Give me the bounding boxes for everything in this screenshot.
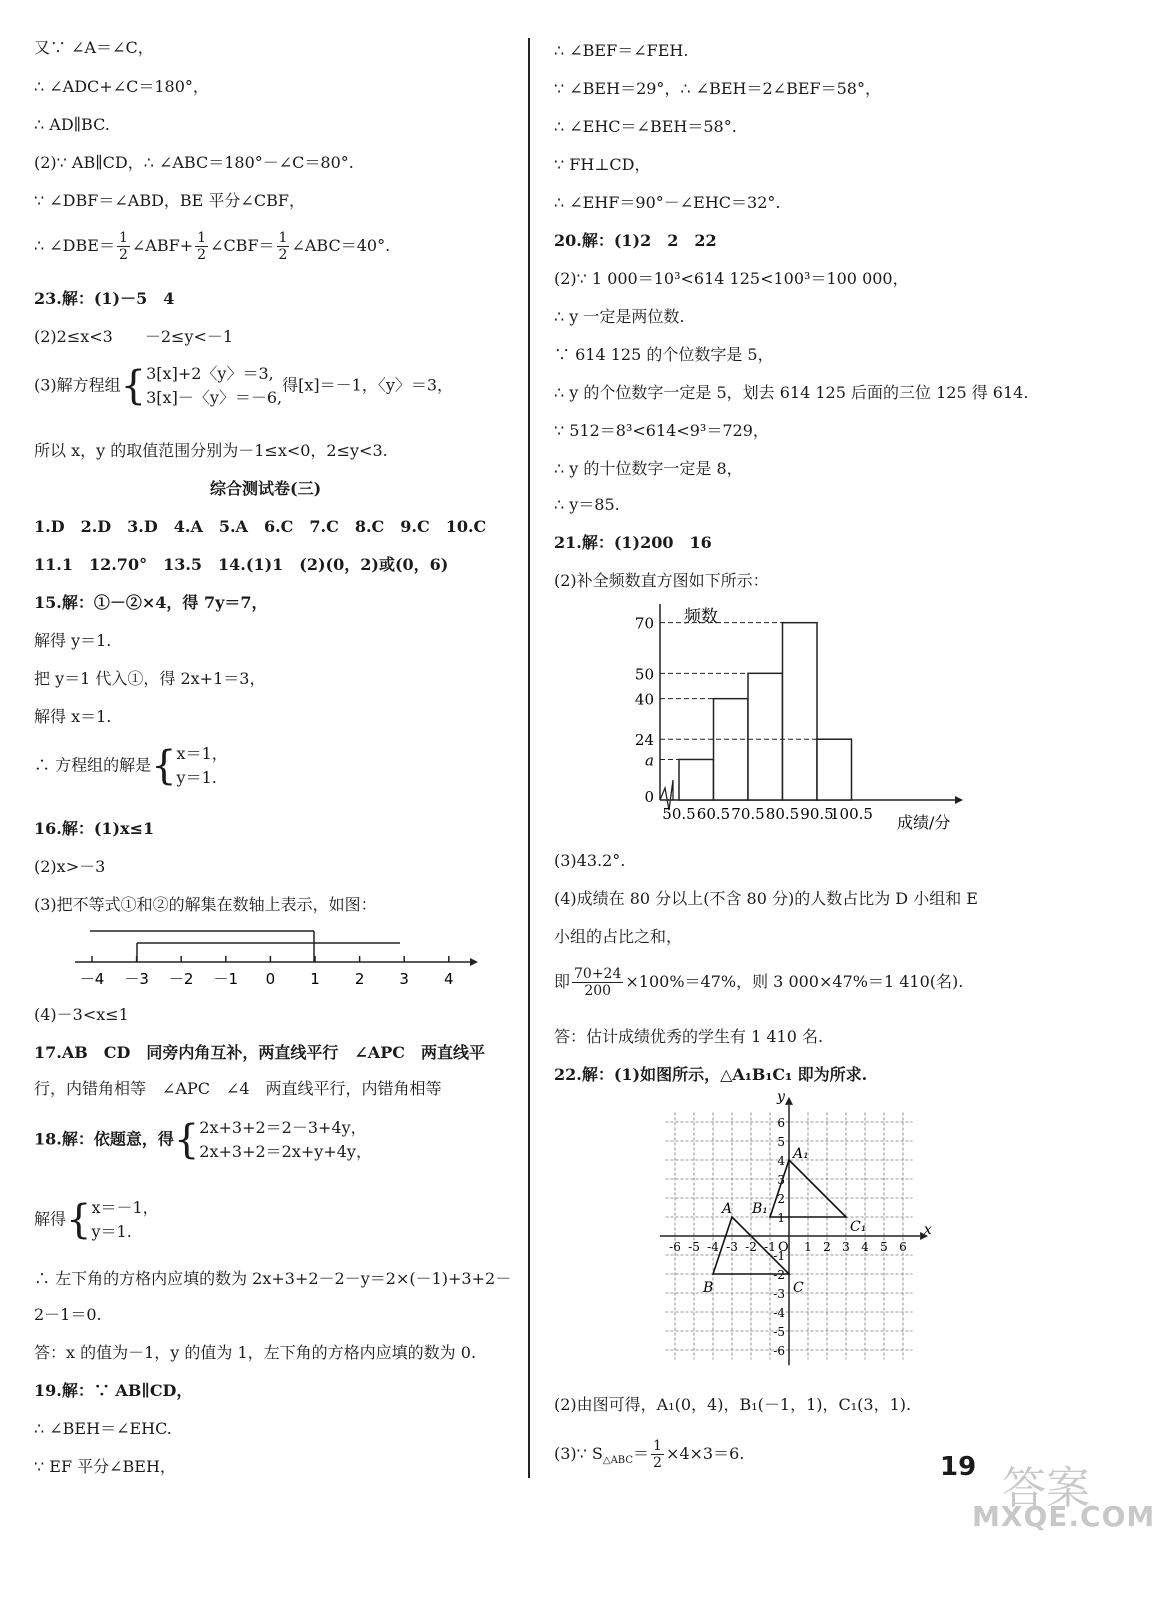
y-tick-label: 1: [777, 1211, 785, 1225]
y-tick-label: -2: [773, 1268, 785, 1282]
watermark-logo-icon: 答案: [1002, 1463, 1090, 1514]
y-tick-label: 4: [777, 1154, 785, 1168]
text: ×4×3＝6.: [665, 1444, 745, 1463]
y-tick-label: 0: [644, 788, 654, 806]
text-line: ∵ FH⊥CD，: [554, 155, 651, 174]
text-line: ∵ EF 平分∠BEH，: [34, 1457, 176, 1476]
x-tick-label: 90.5: [800, 805, 834, 823]
axis-tick-label: －4: [79, 970, 105, 988]
text-line: ∵ ∠DBF＝∠ABD，BE 平分∠CBF，: [34, 191, 305, 210]
fraction: [117, 230, 130, 263]
text: ×100%＝47%，则 3 000×47%＝1 410(名).: [625, 972, 964, 991]
y-tick-label: 40: [634, 690, 654, 709]
x-axis-label: x: [923, 1222, 932, 1238]
text: ∠CBF＝: [210, 236, 275, 255]
vertex-label: C: [793, 1280, 804, 1296]
question-22: 22.解：(1)如图所示，△A₁B₁C₁ 即为所求.: [554, 1065, 868, 1084]
histogram-bar: [783, 623, 818, 800]
text-line: (3)把不等式①和②的解集在数轴上表示，如图：: [34, 895, 377, 914]
question-23: 23.解：(1)－5 4: [34, 289, 175, 308]
text-line: ∴ 左下角的方格内应填的数为 2x+3+2－2－y＝2×(－1)+3+2－: [34, 1269, 512, 1288]
y-axis-label: 频数: [684, 607, 718, 627]
equation-system: [199, 1116, 372, 1164]
equation-system: [146, 362, 282, 410]
numerator: 70+24: [574, 966, 622, 982]
vertex-label: A: [722, 1201, 733, 1217]
text-line: (2)∵ AB∥CD，∴ ∠ABC＝180°－∠C＝80°.: [34, 153, 354, 172]
text-line: ∴ y 的个位数字一定是 5，划去 614 125 后面的三位 125 得 614.: [554, 383, 1029, 402]
system-line: [34, 1196, 159, 1244]
y-tick-label: 2: [777, 1192, 785, 1206]
text-line: (2)由图可得，A₁(0，4)，B₁(－1，1)，C₁(3，1).: [554, 1395, 912, 1414]
page-number: 19: [940, 1452, 977, 1482]
histogram-bar: [714, 699, 749, 800]
text-line: 解得 x＝1.: [34, 707, 112, 726]
denominator: 2: [118, 247, 128, 263]
vertex-label: C₁: [850, 1219, 867, 1235]
brace: {: [151, 743, 177, 789]
axis-tick-label: －3: [124, 970, 149, 988]
axis-tick-label: 1: [310, 970, 320, 988]
subscript: △ABC: [602, 1455, 633, 1467]
brace: {: [66, 1197, 92, 1243]
y-tick-label: a: [645, 751, 654, 770]
fraction: [572, 966, 623, 999]
origin-label: O: [778, 1240, 789, 1255]
text-line: 所以 x，y 的取值范围分别为－1≤x<0，2≤y<3.: [34, 441, 388, 460]
question-16: 16.解：(1)x≤1: [34, 819, 155, 838]
text-line: ∵ ∠BEH＝29°，∴ ∠BEH＝2∠BEF＝58°，: [554, 79, 881, 98]
histogram-bar: [679, 759, 714, 800]
y-tick-label: 50: [634, 665, 654, 684]
fraction-line: [554, 1438, 744, 1472]
text-line: (4)成绩在 80 分以上(不含 80 分)的人数占比为 D 小组和 E: [554, 889, 978, 908]
fraction: [195, 230, 208, 263]
brace: {: [173, 1117, 200, 1163]
equation: x＝－1，: [91, 1198, 159, 1217]
x-tick-label: 6: [899, 1240, 907, 1254]
text-line: 小组的占比之和，: [554, 927, 683, 946]
number-line: [70, 924, 490, 990]
text-line: ∴ ∠EHF＝90°－∠EHC＝32°.: [554, 193, 781, 212]
histogram-bar: [748, 673, 783, 800]
text-line: 2－1＝0.: [34, 1305, 102, 1324]
text: 解得: [34, 1209, 67, 1229]
equation: 3[x]+2〈y〉＝3,: [146, 364, 274, 383]
numerator: 1: [278, 230, 288, 246]
x-tick-label: 60.5: [696, 805, 731, 823]
text-line: ∴ y 一定是两位数.: [554, 307, 685, 326]
text: 即: [554, 972, 571, 991]
y-tick-label: 24: [634, 731, 654, 750]
text-line: (3)43.2°.: [554, 851, 626, 870]
axis-tick-label: 3: [399, 970, 409, 988]
x-tick-label: -4: [707, 1240, 719, 1254]
equation: 3[x]－〈y〉＝－6,: [146, 388, 283, 407]
equation: y＝1.: [176, 768, 217, 787]
text-line: ∵ 614 125 的个位数字是 5，: [554, 345, 774, 364]
equation-system: [91, 1196, 158, 1244]
column-divider: [528, 38, 530, 1478]
x-tick-label: 4: [861, 1240, 869, 1254]
equation: x＝1，: [176, 744, 228, 763]
vertex-label: A₁: [793, 1146, 809, 1162]
x-tick-label: -6: [669, 1240, 681, 1254]
question-17: 17.AB CD 同旁内角互补，两直线平行 ∠APC 两直线平: [34, 1043, 485, 1062]
answers-line: 1.D 2.D 3.D 4.A 5.A 6.C 7.C 8.C 9.C 10.C: [34, 517, 487, 536]
y-tick-label: -3: [773, 1287, 785, 1301]
text-line: ∴ ∠EHC＝∠BEH＝58°.: [554, 117, 737, 136]
question-19: 19.解：∵ AB∥CD，: [34, 1381, 193, 1400]
x-tick-label: 70.5: [731, 805, 765, 823]
text-line: 解得 y＝1.: [34, 631, 112, 650]
axis-tick-label: 4: [444, 970, 454, 988]
text: (3)解方程组: [34, 375, 121, 395]
text-line: (2)补全频数直方图如下所示：: [554, 571, 769, 590]
equation: 2x+3+2＝2x+y+4y，: [199, 1142, 372, 1161]
equation: 2x+3+2＝2－3+4y，: [199, 1118, 367, 1137]
y-tick-label: 3: [777, 1173, 785, 1187]
text-line: ∴ ∠BEH＝∠EHC.: [34, 1419, 172, 1438]
x-axis-label: 成绩/分: [897, 813, 951, 832]
x-tick-label: 80.5: [765, 805, 800, 823]
axis-tick-label: －2: [168, 970, 194, 988]
text-line: (2)∵ 1 000＝10³<614 125<100³＝100 000，: [554, 269, 909, 288]
y-tick-label: 6: [777, 1116, 785, 1130]
x-tick-label: 100.5: [830, 805, 873, 823]
fraction-line: [554, 966, 963, 999]
text-line: ∴ ∠ADC+∠C＝180°，: [34, 77, 209, 96]
text-line: (4)－3<x≤1: [34, 1005, 129, 1024]
text: ∴ ∠DBE＝: [34, 236, 115, 255]
brace: {: [120, 363, 147, 409]
denominator: 200: [584, 983, 612, 999]
y-axis-label: y: [777, 1089, 785, 1106]
question-21: 21.解：(1)200 16: [554, 533, 712, 552]
x-tick-label: -1: [764, 1240, 776, 1254]
text: ＝: [633, 1444, 650, 1463]
y-tick-label: 70: [634, 614, 654, 633]
x-tick-label: 1: [804, 1240, 812, 1254]
text-line: 把 y＝1 代入①，得 2x+1＝3，: [34, 669, 266, 688]
text: ∠ABF+: [131, 236, 194, 255]
denominator: 2: [653, 1455, 662, 1471]
axis-tick-label: 2: [354, 970, 365, 988]
x-tick-label: 5: [880, 1240, 888, 1254]
x-tick-label: -2: [745, 1240, 757, 1254]
text-line: (2)2≤x<3 －2≤y<－1: [34, 327, 234, 346]
text-line: (2)x>－3: [34, 857, 106, 876]
histogram-bar: [817, 739, 852, 800]
y-tick-label: -5: [773, 1325, 785, 1339]
text-line: 又∵ ∠A＝∠C，: [34, 38, 154, 57]
y-tick-label: -1: [773, 1249, 785, 1263]
system-line: [34, 362, 453, 410]
text: (3)∵ S: [554, 1444, 603, 1463]
x-tick-label: 50.5: [662, 805, 696, 823]
axis-arrow: [470, 958, 478, 966]
text-line: 行，内错角相等 ∠APC ∠4 两直线平行，内错角相等: [34, 1079, 442, 1098]
text-line: 答：x 的值为－1，y 的值为 1，左下角的方格内应填的数为 0.: [34, 1343, 477, 1362]
text: ∴ 方程组的解是: [34, 755, 152, 775]
text: 得[x]＝－1，〈y〉＝3，: [282, 375, 454, 395]
section-title: 综合测试卷(三): [210, 479, 322, 498]
vertex-label: B: [703, 1280, 714, 1296]
text-line: 答：估计成绩优秀的学生有 1 410 名.: [554, 1027, 824, 1046]
numerator: 1: [653, 1438, 662, 1454]
text-line: ∴ y 的十位数字一定是 8，: [554, 459, 743, 478]
frequency-histogram: [610, 600, 1010, 836]
axis-tick-label: 0: [265, 970, 276, 988]
vertex-label: B₁: [752, 1201, 768, 1217]
y-tick-label: 5: [777, 1135, 785, 1149]
x-tick-label: 3: [842, 1240, 850, 1254]
x-tick-label: -5: [688, 1240, 700, 1254]
y-tick-label: -6: [773, 1344, 785, 1358]
fraction: [651, 1438, 664, 1471]
question-15: 15.解：①－②×4，得 7y＝7，: [34, 593, 268, 612]
system-line: [34, 742, 228, 790]
numerator: 1: [197, 230, 207, 246]
equation-system: [177, 742, 228, 790]
axis-tick-label: －1: [213, 970, 239, 988]
equation: y＝1.: [91, 1222, 132, 1241]
coordinate-grid: [640, 1089, 940, 1370]
numerator: 1: [118, 230, 128, 246]
question-20: 20.解：(1)2 2 22: [554, 231, 717, 250]
denominator: 2: [197, 247, 207, 263]
answers-line: 11.1 12.70° 13.5 14.(1)1 (2)(0，2)或(0，6): [34, 555, 449, 574]
x-axis-arrow: [955, 796, 963, 804]
y-axis-arrow: [785, 1097, 793, 1105]
x-tick-label: 2: [823, 1240, 831, 1254]
fraction-line: [34, 230, 390, 263]
text-line: ∴ AD∥BC.: [34, 115, 110, 134]
text-line: ∴ ∠BEF＝∠FEH.: [554, 41, 689, 60]
question-18: 18.解：依题意，得: [34, 1129, 174, 1149]
watermark: MXQE.COM: [972, 1500, 1155, 1533]
fraction: [277, 230, 290, 263]
x-tick-label: -3: [726, 1240, 738, 1254]
text: ∠ABC＝40°.: [291, 236, 391, 255]
text-line: ∴ y＝85.: [554, 495, 620, 514]
text-line: ∵ 512＝8³<614<9³＝729，: [554, 421, 769, 440]
denominator: 2: [278, 247, 288, 263]
system-line: [34, 1116, 372, 1164]
y-tick-label: -4: [773, 1306, 785, 1320]
